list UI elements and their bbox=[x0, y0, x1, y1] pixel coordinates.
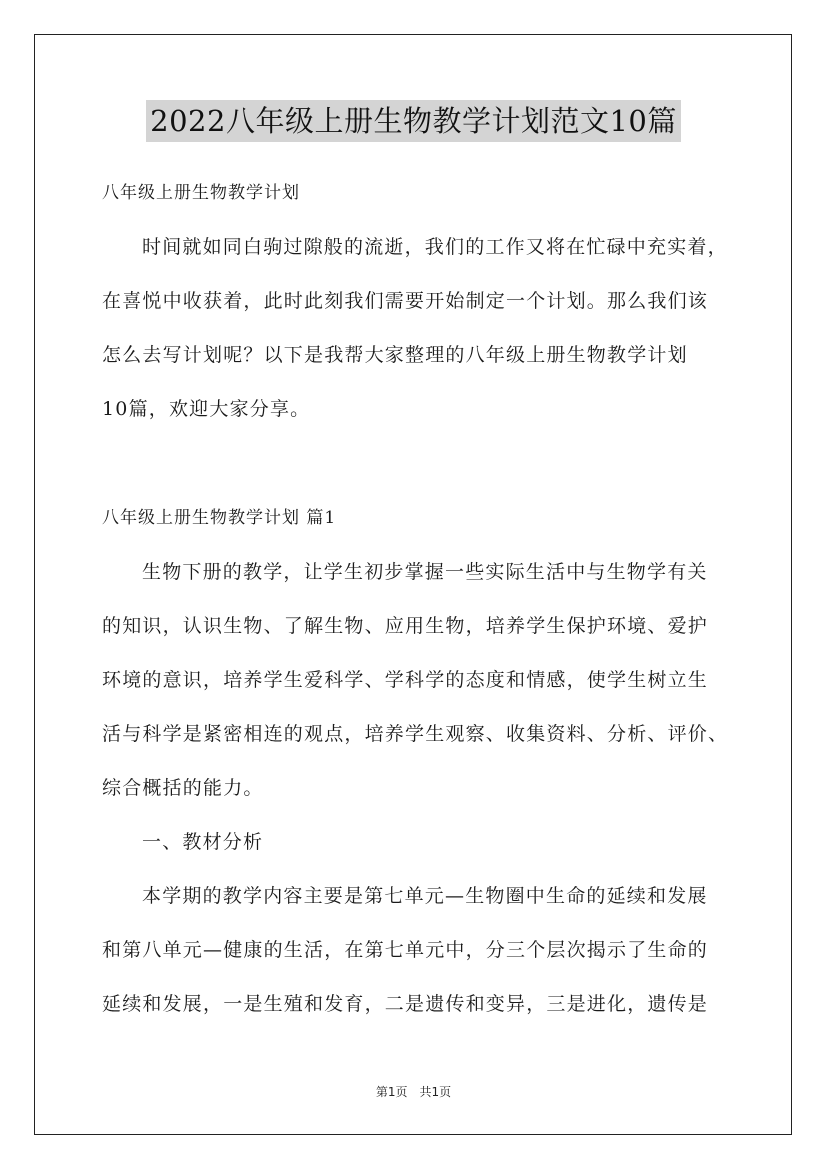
intro-line: 时间就如同白驹过隙般的流逝，我们的工作又将在忙碌中充实着， bbox=[142, 236, 728, 258]
paragraph-line: 综合概括的能力。 bbox=[102, 777, 264, 799]
section-heading: 八年级上册生物教学计划 bbox=[102, 183, 300, 203]
paragraph-line: 生物下册的教学，让学生初步掌握一些实际生活中与生物学有关 bbox=[142, 561, 708, 583]
page-footer bbox=[0, 1083, 827, 1100]
intro-line: 在喜悦中收获着，此时此刻我们需要开始制定一个计划。那么我们该 bbox=[102, 290, 709, 312]
document-title: 2022八年级上册生物教学计划范文10篇 bbox=[146, 100, 681, 142]
paragraph-line: 和第八单元—健康的生活，在第七单元中，分三个层次揭示了生命的 bbox=[102, 939, 709, 961]
page-number: 第1页 bbox=[375, 1085, 408, 1099]
paragraph-line: 环境的意识，培养学生爱科学、学科学的态度和情感，使学生树立生 bbox=[102, 669, 709, 691]
intro-line: 10篇，欢迎大家分享。 bbox=[102, 398, 311, 420]
article-section bbox=[102, 491, 742, 1031]
article-heading: 八年级上册生物教学计划 篇1 bbox=[102, 508, 337, 528]
paragraph-line: 活与科学是紧密相连的观点，培养学生观察、收集资料、分析、评价、 bbox=[102, 723, 729, 745]
paragraph-line: 延续和发展，一是生殖和发育，二是遗传和变异，三是进化，遗传是 bbox=[102, 993, 709, 1015]
intro-line: 怎么去写计划呢？以下是我帮大家整理的八年级上册生物教学计划 bbox=[102, 344, 688, 366]
intro-section bbox=[102, 166, 742, 436]
paragraph-line: 的知识，认识生物、了解生物、应用生物，培养学生保护环境、爱护 bbox=[102, 615, 709, 637]
subheading: 一、教材分析 bbox=[142, 831, 264, 853]
paragraph-line: 本学期的教学内容主要是第七单元—生物圈中生命的延续和发展 bbox=[142, 885, 708, 907]
title-container bbox=[0, 100, 827, 142]
page-total: 共1页 bbox=[419, 1085, 452, 1099]
